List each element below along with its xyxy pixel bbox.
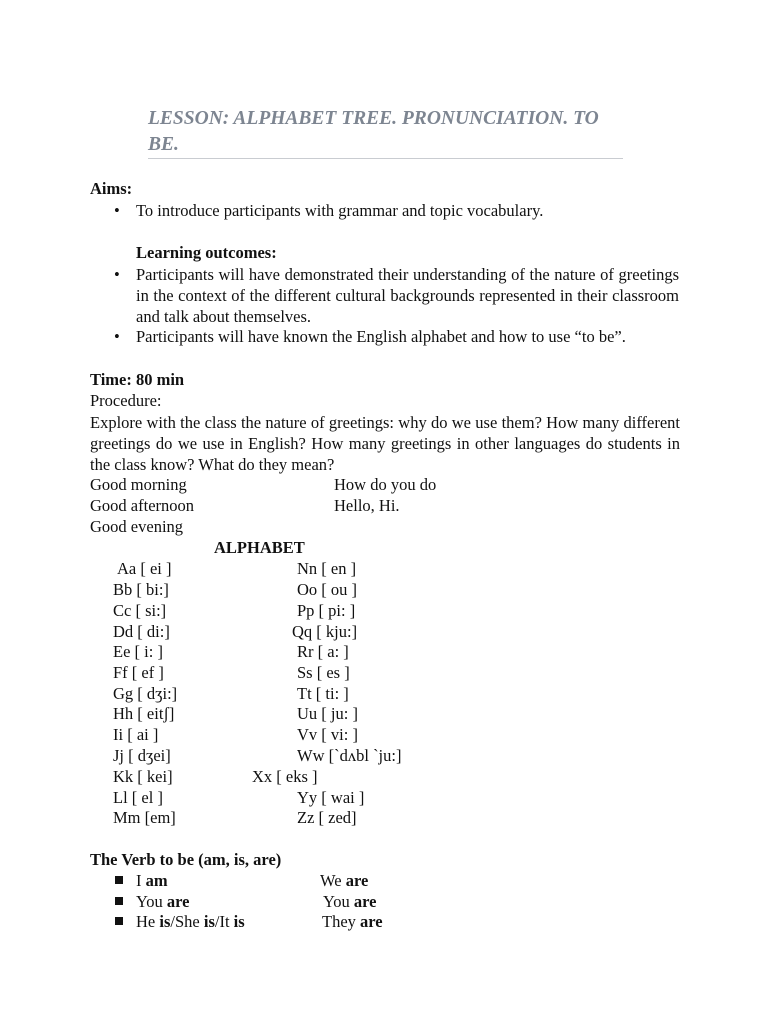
alphabet-letter-t: Tt [ ti: ] bbox=[297, 684, 349, 703]
time-label: Time: 80 min bbox=[90, 370, 185, 389]
alphabet-letter-c: Cc [ si:] bbox=[113, 601, 167, 620]
greeting-good-morning: Good morning bbox=[90, 475, 187, 494]
alphabet-letter-o: Oo [ ou ] bbox=[297, 580, 358, 599]
lesson-title: LESSON: ALPHABET TREE. PRONUNCIATION. TO BE. bbox=[148, 108, 599, 155]
verb-row-they-are: They are bbox=[322, 912, 383, 931]
verb-row-i-am: I am bbox=[136, 871, 168, 890]
alphabet-letter-k: Kk [ kei] bbox=[113, 767, 173, 786]
alphabet-letter-g: Gg [ dʒi:] bbox=[113, 684, 178, 703]
alphabet-letter-p: Pp [ pi: ] bbox=[297, 601, 356, 620]
alphabet-letter-n: Nn [ en ] bbox=[297, 559, 357, 578]
alphabet-letter-d: Dd [ di:] bbox=[113, 622, 170, 641]
greeting-hello-hi: Hello, Hi. bbox=[334, 496, 400, 515]
alphabet-letter-w: Ww [`dʌbl `ju:] bbox=[297, 746, 402, 765]
aims-item: • To introduce participants with grammar and topic vocabulary. bbox=[136, 201, 543, 221]
alphabet-letter-e: Ee [ i: ] bbox=[113, 642, 163, 661]
alphabet-letter-z: Zz [ zed] bbox=[297, 808, 357, 827]
greeting-good-evening: Good evening bbox=[90, 517, 184, 536]
verb-row-you-are: You are bbox=[136, 892, 190, 911]
verb-row-we-are: We are bbox=[320, 871, 369, 890]
square-bullet-icon bbox=[115, 876, 123, 884]
outcome-item-1: • Participants will have demonstrated their understanding of the nature of greetings in the context of the different cultural backgrounds represented in their classroom and talk about themselves. bbox=[136, 264, 679, 327]
verb-row-you-are-plural: You are bbox=[323, 892, 377, 911]
alphabet-letter-r: Rr [ a: ] bbox=[297, 642, 349, 661]
square-bullet-icon bbox=[115, 917, 123, 925]
alphabet-letter-v: Vv [ vi: ] bbox=[297, 725, 358, 744]
verb-row-he-she-it-is: He is/She is/It is bbox=[136, 912, 245, 931]
alphabet-letter-b: Bb [ bi:] bbox=[113, 580, 169, 599]
alphabet-letter-m: Mm [em] bbox=[113, 808, 176, 827]
alphabet-letter-h: Hh [ eitʃ] bbox=[113, 704, 175, 723]
alphabet-letter-i: Ii [ ai ] bbox=[113, 725, 159, 744]
title-divider bbox=[148, 158, 623, 159]
aims-heading: Aims: bbox=[90, 179, 133, 198]
alphabet-letter-a: Aa [ ei ] bbox=[117, 559, 172, 578]
alphabet-letter-s: Ss [ es ] bbox=[297, 663, 350, 682]
alphabet-letter-f: Ff [ ef ] bbox=[113, 663, 164, 682]
outcome-item-2: • Participants will have known the English alphabet and how to use “to be”. bbox=[136, 327, 626, 347]
learning-outcomes-heading: Learning outcomes: bbox=[136, 243, 277, 262]
alphabet-letter-u: Uu [ ju: ] bbox=[297, 704, 358, 723]
greeting-how-do-you-do: How do you do bbox=[334, 475, 437, 494]
square-bullet-icon bbox=[115, 897, 123, 905]
procedure-text: Explore with the class the nature of greetings: why do we use them? How many different greetings do we use in English? How many greetings in other languages do students in the class know? What do they mean? bbox=[90, 413, 680, 474]
alphabet-heading: ALPHABET bbox=[214, 538, 305, 557]
alphabet-letter-y: Yy [ wai ] bbox=[297, 788, 365, 807]
procedure-label: Procedure: bbox=[90, 391, 162, 410]
alphabet-letter-x: Xx [ eks ] bbox=[252, 767, 318, 786]
alphabet-letter-j: Jj [ dʒei] bbox=[113, 746, 171, 765]
alphabet-letter-l: Ll [ el ] bbox=[113, 788, 163, 807]
verb-to-be-heading: The Verb to be (am, is, are) bbox=[90, 850, 282, 869]
greeting-good-afternoon: Good afternoon bbox=[90, 496, 195, 515]
alphabet-letter-q: Qq [ kju:] bbox=[292, 622, 358, 641]
